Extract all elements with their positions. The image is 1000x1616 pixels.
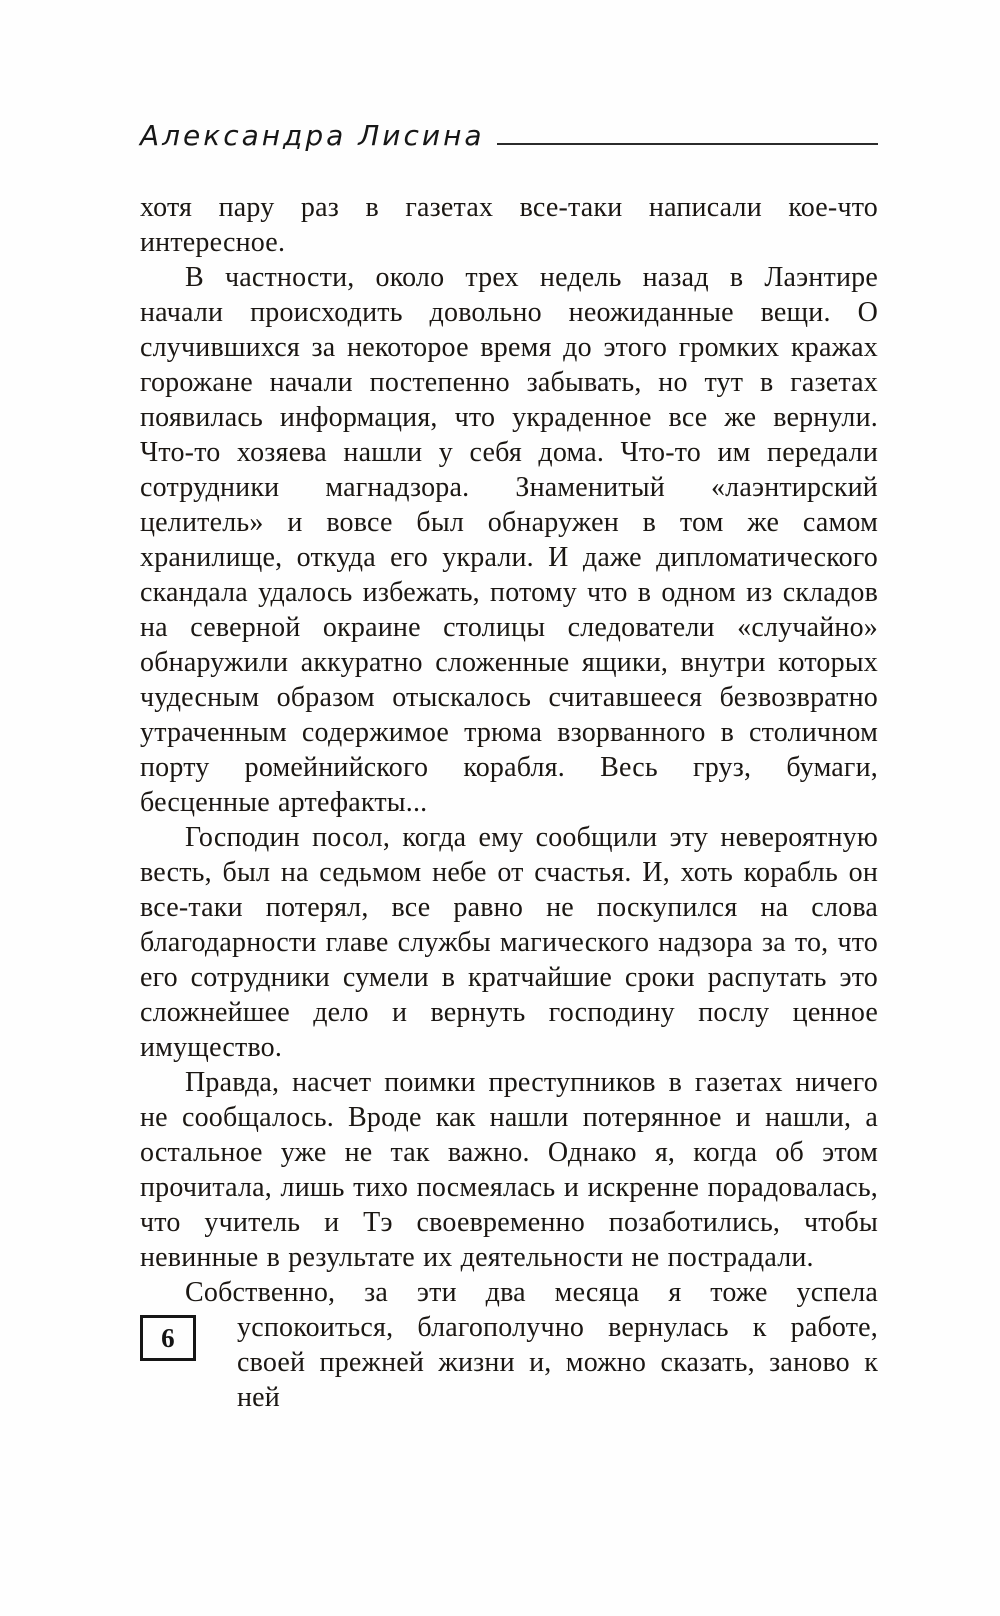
header-rule [497,143,878,145]
paragraph: В частности, около трех недель назад в Лаэнтире начали происходить довольно неожиданные вещи. О случившихся за некоторое время до этого громких кражах горожане начали постепенно забывать, но тут в газетах появилась информация, что украденное все же вернули. Что-то хозяева нашли у себя дома. Что-то им передали сотрудники магнадзора. Знаменитый «лаэнтирский целитель» и вовсе был обнаружен в том же самом хранилище, откуда его украли. И даже дипломатического скандала удалось избежать, потому что в одном из складов на северной окраине столицы следователи «случайно» обнаружили аккуратно сложенные ящики, внутри которых чудесным образом отыскалось считавшееся безвозвратно утраченным содержимое трюма взорванного в столичном порту ромейнийского корабля. Весь груз, бумаги, бесценные артефакты... [140,262,878,818]
paragraph: Правда, насчет поимки преступников в газетах ничего не сообщалось. Вроде как нашли потерянное и нашли, а остальное уже не так важно. Однако я, когда об этом прочитала, лишь тихо посмеялась и искренне порадовалась, что учитель и Тэ своевременно позаботились, чтобы невинные в результате их деятельности не пострадали. [140,1067,878,1273]
page-number-box [140,1315,196,1361]
paragraph: Господин посол, когда ему сообщили эту невероятную весть, был на седьмом небе от счастья. И, хоть корабль он все-таки потерял, все равно не поскупился на слова благодарности главе службы магического надзора за то, что его сотрудники сумели в кратчайшие сроки распутать это сложнейшее дело и вернуть господину послу ценное имущество. [140,822,878,1063]
paragraph: хотя пару раз в газетах все-таки написали кое-что интересное. [140,192,878,258]
page-number: 6 [161,1322,175,1353]
body-text [140,190,878,1415]
last-paragraph-row [140,1275,878,1415]
paragraph: Собственно, за эти два месяца я тоже успела успокоиться, благополучно вернулась к работе, своей прежней жизни и, можно сказать, заново к ней [185,1277,878,1413]
author-name: Александра Лисина [140,119,485,152]
running-head [140,116,878,152]
